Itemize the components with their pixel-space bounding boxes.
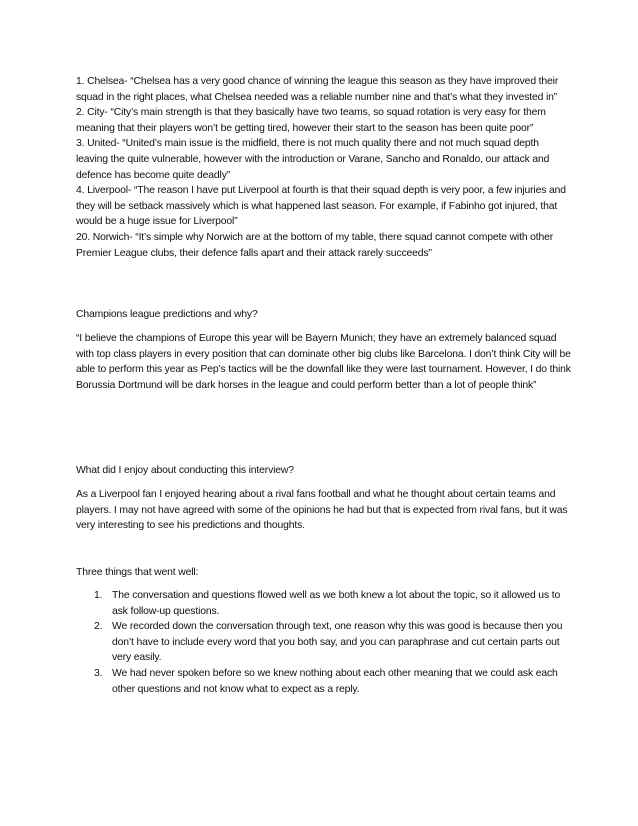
list-item-number: 2.: [94, 621, 103, 633]
champions-answer: “I believe the champions of Europe this year will be Bayern Munich; they have an extremely balanced squad with top class players in every position that can dominate other big clubs like Barcelona. I don’t think City will be able to perform this year as Pep’s tactics will be the downfall like they were last tournament. However, I do think Borussia Dortmund will be dark horses in the league and could perform better than a lot of people think”: [76, 333, 571, 391]
list-item-text: We had never spoken before so we knew nothing about each other meaning that we could ask each other questions and not know what to expect as a reply.: [112, 667, 558, 695]
list-item-text: We recorded down the conversation through text, one reason why this was good is because then you don’t have to include every word that you both say, and you can paraphrase and cut certain parts out very easily.: [112, 621, 563, 664]
enjoy-answer-block: [76, 487, 571, 534]
list-item-number: 3.: [94, 667, 103, 679]
prediction-chelsea: 1. Chelsea- “Chelsea has a very good chance of winning the league this season as they have improved their squad in the right places, what Chelsea needed was a reliable number nine and that’s what they invested in”: [76, 76, 559, 103]
champions-answer-block: [76, 331, 571, 393]
prediction-norwich: 20. Norwich- “It’s simple why Norwich are at the bottom of my table, there squad cannot compete with other Premier League clubs, their defence falls apart and their attack rarely succeeds”: [76, 231, 554, 259]
three-things-list: [76, 588, 576, 697]
enjoy-answer: As a Liverpool fan I enjoyed hearing about a rival fans football and what he thought about certain teams and players. I may not have agreed with some of the opinions he had but that is expected from rival fans, but it was very interesting to see his predictions and thoughts.: [76, 489, 568, 532]
three-things-heading: Three things that went well:: [76, 567, 199, 578]
enjoy-heading: What did I enjoy about conducting this interview?: [76, 465, 294, 476]
list-item: [76, 588, 576, 619]
prediction-city: 2. City- “City’s main strength is that they basically have two teams, so squad rotation is very easy for them meaning that their players won’t be getting tired, however their start to the season has been quite poor”: [76, 107, 546, 134]
league-predictions: [76, 74, 571, 261]
prediction-liverpool: 4. Liverpool- “The reason I have put Liverpool at fourth is that their squad depth is very poor, a few injuries and they will be setback massively which is what happened last season. For example, if Fabinho got injured, that would be a huge issue for Liverpool”: [76, 185, 566, 228]
list-item-number: 1.: [94, 590, 103, 601]
list-item: [76, 666, 576, 697]
champions-heading: Champions league predictions and why?: [76, 309, 258, 320]
list-item-text: The conversation and questions flowed well as we both knew a lot about the topic, so it allowed us to ask follow-up questions.: [112, 590, 561, 617]
list-item: [76, 619, 576, 666]
prediction-united: 3. United- “United’s main issue is the midfield, there is not much quality there and not much squad depth leaving the quite vulnerable, however with the introduction or Varane, Sancho and Ronaldo, our attack and defence has become quite deadly”: [76, 138, 550, 181]
